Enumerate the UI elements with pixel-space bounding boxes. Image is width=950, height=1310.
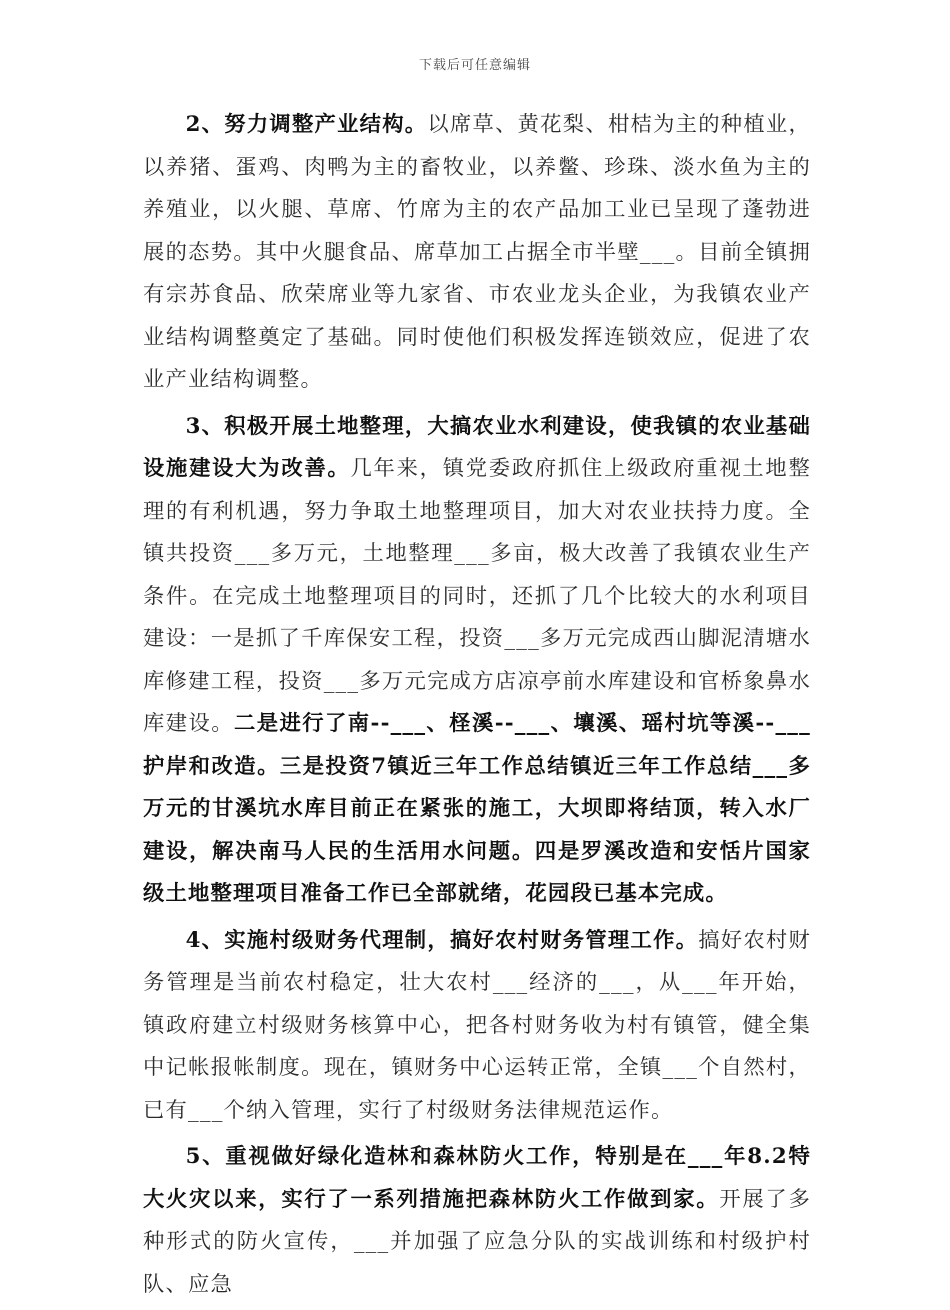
paragraph-text: 搞好农村财务管理是当前农村稳定，壮大农村___经济的___，从___年开始，镇政府建立村级财务核算中心，把各村财务收为村有镇管，健全集中记帐报帐制度。现在，镇财务中心运转正常，全镇___个自然村，已有___个纳入管理，实行了村级财务法律规范运作。 xyxy=(143,927,811,1123)
paragraph-heading: 2、努力调整产业结构。 xyxy=(185,112,428,137)
paragraph-heading: 4、实施村级财务代理制，搞好农村财务管理工作。 xyxy=(185,927,699,953)
paragraph-text: 以席草、黄花梨、柑桔为主的种植业，以养猪、蛋鸡、肉鸭为主的畜牧业，以养鳖、珍珠、淡水鱼为主的养殖业，以火腿、草席、竹席为主的农产品加工业已呈现了蓬勃进展的态势。其中火腿食品、席草加工占据全市半壁___。目前全镇拥有宗苏食品、欣荣席业等九家省、市农业龙头企业，为我镇农业产业结构调整奠定了基础。同时使他们积极发挥连锁效应，促进了农业产业结构调整。 xyxy=(143,112,811,392)
document-body xyxy=(143,104,811,1310)
paragraph-text: 几年来，镇党委政府抓住上级政府重视土地整理的有利机遇，努力争取土地整理项目，加大对农业扶持力度。全镇共投资___多万元，土地整理___多亩，极大改善了我镇农业生产条件。在完成土地整理项目的同时，还抓了几个比较大的水利项目建设：一是抓了千库保安工程，投资___多万元完成西山脚泥清塘水库修建工程，投资___多万元完成方店凉亭前水库建设和官桥象鼻水库建设。 xyxy=(143,456,811,736)
paragraph-text: 开展了多种形式的防火宣传，___并加强了应急分队的实战训练和村级护村队、应急 xyxy=(143,1186,811,1297)
paragraph-emphasis: 二是进行了南--___、柽溪--___、壤溪、瑶村坑等溪--___护岸和改造。三是投资7镇近三年工作总结镇近三年工作总结___多万元的甘溪坑水库目前正在紧张的施工，大坝即将结顶，转入水厂建设，解决南马人民的生活用水问题。四是罗溪改造和安恬片国家级土地整理项目准备工作已全部就绪，花园段已基本完成。 xyxy=(143,711,811,906)
paragraph-land-consolidation xyxy=(143,406,811,916)
paragraph-village-finance xyxy=(143,920,811,1133)
paragraph-forest-fire xyxy=(143,1136,811,1306)
paragraph-industry-structure xyxy=(143,104,811,402)
page-header: 下载后可任意编辑 xyxy=(418,58,531,73)
paragraph-heading: 5、重视做好绿化造林和森林防火工作，特别是在___年8.2特大火灾以来，实行了一系列措施把森林防火工作做到家。 xyxy=(143,1144,811,1212)
paragraph-heading: 3、积极开展土地整理，大搞农业水利建设，使我镇的农业基础设施建设大为改善。 xyxy=(143,413,811,481)
